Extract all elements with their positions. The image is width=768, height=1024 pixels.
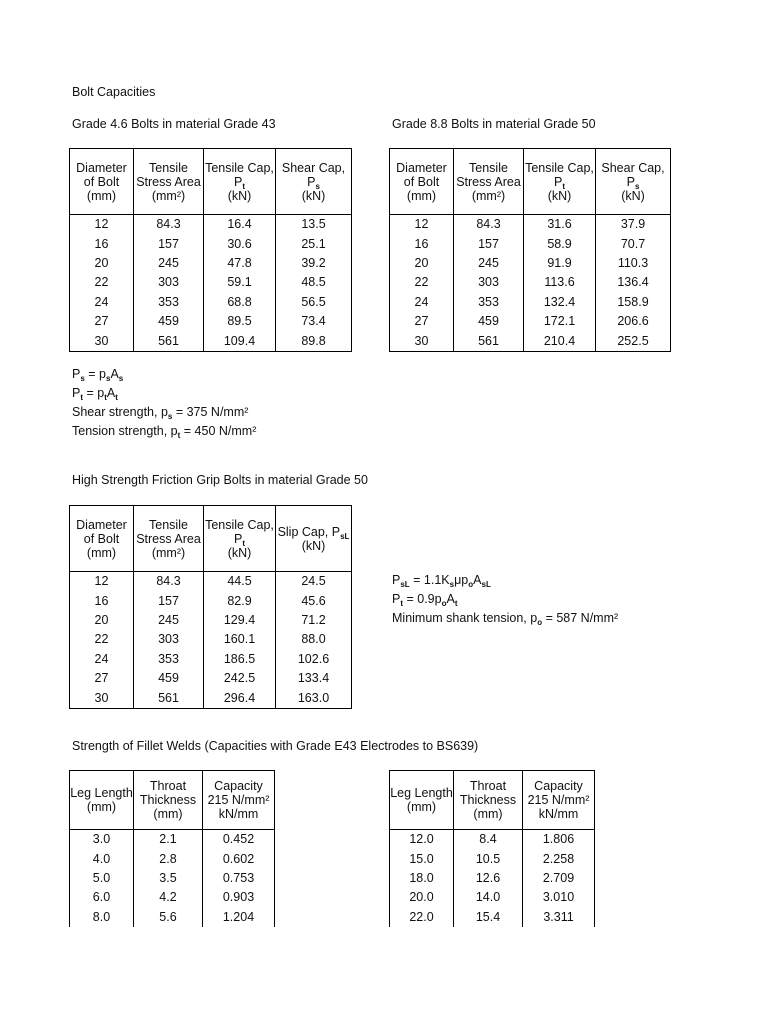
table-row (70, 888, 275, 907)
table-cell: 20 (70, 254, 134, 273)
shear-strength-note: Shear strength, $p_s = 375$ N/mm² (72, 405, 249, 421)
table-cell: 88.0 (276, 630, 352, 649)
table-cell: 59.1 (204, 273, 276, 292)
table-row (390, 273, 671, 292)
table-row (70, 234, 352, 253)
table-cell: 2.258 (523, 849, 595, 868)
table-cell: 353 (454, 293, 524, 312)
table-cell: 0.903 (203, 888, 275, 907)
table-cell: 10.5 (454, 849, 523, 868)
table-row (70, 572, 352, 592)
table-cell: 206.6 (596, 312, 671, 331)
hsfg-table (69, 505, 352, 709)
page-title: Bolt Capacities (72, 85, 156, 99)
table-cell: 245 (454, 254, 524, 273)
table-cell: 24 (70, 293, 134, 312)
table-cell: 20 (70, 611, 134, 630)
header-shear-cap: Shear Cap, $P_s$ (kN) (276, 149, 352, 215)
table-cell: 70.7 (596, 234, 671, 253)
table-row (70, 669, 352, 688)
table-cell: 5.6 (134, 908, 203, 927)
table-cell: 30 (70, 688, 134, 708)
table-row (390, 234, 671, 253)
table-cell: 39.2 (276, 254, 352, 273)
table-cell: 245 (134, 611, 204, 630)
table-cell: 13.5 (276, 215, 352, 235)
grade88-table (389, 148, 671, 352)
table-cell: 8.0 (70, 908, 134, 927)
table-cell: 109.4 (204, 331, 276, 351)
table-cell: 129.4 (204, 611, 276, 630)
welds-table-right (389, 770, 595, 927)
table-cell: 15.4 (454, 908, 523, 927)
header-capacity: Capacity 215 N/mm² kN/mm (203, 771, 275, 830)
table-cell: 15.0 (390, 849, 454, 868)
table-cell: 12 (70, 215, 134, 235)
header-leg-length: Leg Length (mm) (390, 771, 454, 830)
table-cell: 210.4 (524, 331, 596, 351)
table-cell: 24.5 (276, 572, 352, 592)
table-cell: 157 (454, 234, 524, 253)
header-capacity: Capacity 215 N/mm² kN/mm (523, 771, 595, 830)
table-cell: 16 (70, 234, 134, 253)
header-diameter: Diameter of Bolt (mm) (70, 506, 134, 572)
table-cell: 25.1 (276, 234, 352, 253)
table-cell: 48.5 (276, 273, 352, 292)
header-shear-cap: Shear Cap, $P_s$ (kN) (596, 149, 671, 215)
table-row (70, 273, 352, 292)
table-cell: 186.5 (204, 650, 276, 669)
header-tensile-cap: Tensile Cap, $P_t$ (kN) (204, 506, 276, 572)
welds-heading: Strength of Fillet Welds (Capacities with Grade E43 Electrodes to BS639) (72, 739, 479, 753)
table-cell: 252.5 (596, 331, 671, 351)
table-cell: 44.5 (204, 572, 276, 592)
header-stress-area: Tensile Stress Area (mm²) (134, 506, 204, 572)
table-cell: 37.9 (596, 215, 671, 235)
header-leg-length: Leg Length (mm) (70, 771, 134, 830)
table-cell: 296.4 (204, 688, 276, 708)
header-stress-area: Tensile Stress Area (mm²) (454, 149, 524, 215)
table-cell: 5.0 (70, 869, 134, 888)
table-cell: 27 (70, 669, 134, 688)
table-cell: 20 (390, 254, 454, 273)
table-row (390, 312, 671, 331)
table-cell: 84.3 (454, 215, 524, 235)
table-cell: 47.8 (204, 254, 276, 273)
table-cell: 303 (134, 630, 204, 649)
tension-strength-note: Tension strength, $p_t = 450$ N/mm² (72, 424, 257, 440)
hsfg-formulas (392, 571, 618, 628)
header-slip-cap: Slip Cap, $P_{sL}$ (kN) (276, 506, 352, 572)
table-cell: 16 (390, 234, 454, 253)
table-cell: 3.010 (523, 888, 595, 907)
table-cell: 14.0 (454, 888, 523, 907)
table-cell: 71.2 (276, 611, 352, 630)
table-row (390, 888, 595, 907)
header-throat: Throat Thickness (mm) (454, 771, 523, 830)
table-row (390, 908, 595, 927)
table-cell: 110.3 (596, 254, 671, 273)
table-cell: 73.4 (276, 312, 352, 331)
hsfg-heading: High Strength Friction Grip Bolts in material Grade 50 (72, 473, 368, 487)
table-cell: 2.1 (134, 830, 203, 850)
header-stress-area: Tensile Stress Area (mm²) (134, 149, 204, 215)
header-tensile-cap: Tensile Cap, $P_t$ (kN) (524, 149, 596, 215)
table-cell: 133.4 (276, 669, 352, 688)
table-cell: 27 (70, 312, 134, 331)
header-throat: Throat Thickness (mm) (134, 771, 203, 830)
table-cell: 561 (454, 331, 524, 351)
table-row (70, 908, 275, 927)
table-cell: 561 (134, 688, 204, 708)
table-cell: 30 (70, 331, 134, 351)
table-cell: 102.6 (276, 650, 352, 669)
table-row (70, 293, 352, 312)
table-cell: 157 (134, 591, 204, 610)
table-cell: 12 (70, 572, 134, 592)
table-row (70, 591, 352, 610)
table-row (70, 869, 275, 888)
table-cell: 245 (134, 254, 204, 273)
table-cell: 22 (70, 630, 134, 649)
table-cell: 242.5 (204, 669, 276, 688)
table-cell: 22 (390, 273, 454, 292)
header-diameter: Diameter of Bolt (mm) (70, 149, 134, 215)
table-cell: 353 (134, 293, 204, 312)
table-cell: 16 (70, 591, 134, 610)
hsfg-tensile-formula: $P_t = 0.9p_oA_t$ (392, 592, 458, 608)
table-cell: 160.1 (204, 630, 276, 649)
table-row (70, 830, 275, 850)
table-cell: 16.4 (204, 215, 276, 235)
table-cell: 18.0 (390, 869, 454, 888)
table-cell: 58.9 (524, 234, 596, 253)
table-row (390, 215, 671, 235)
table-cell: 12.0 (390, 830, 454, 850)
table-cell: 12 (390, 215, 454, 235)
table-cell: 22 (70, 273, 134, 292)
table-cell: 353 (134, 650, 204, 669)
table-cell: 113.6 (524, 273, 596, 292)
table-cell: 68.8 (204, 293, 276, 312)
shank-tension-note: Minimum shank tension, $p_o = 587$ N/mm² (392, 611, 619, 627)
table-cell: 2.709 (523, 869, 595, 888)
table-cell: 172.1 (524, 312, 596, 331)
header-tensile-cap: Tensile Cap, $P_t$ (kN) (204, 149, 276, 215)
table-cell: 157 (134, 234, 204, 253)
table-cell: 0.753 (203, 869, 275, 888)
table-cell: 8.4 (454, 830, 523, 850)
grade46-table (69, 148, 352, 352)
table-cell: 45.6 (276, 591, 352, 610)
table-cell: 24 (390, 293, 454, 312)
table-cell: 561 (134, 331, 204, 351)
table-row (390, 869, 595, 888)
bolt-formulas (72, 365, 256, 441)
table-cell: 132.4 (524, 293, 596, 312)
table-cell: 20.0 (390, 888, 454, 907)
table-cell: 3.311 (523, 908, 595, 927)
table-row (390, 830, 595, 850)
table-cell: 84.3 (134, 215, 204, 235)
table-row (390, 849, 595, 868)
table-cell: 6.0 (70, 888, 134, 907)
table-cell: 91.9 (524, 254, 596, 273)
table-cell: 27 (390, 312, 454, 331)
table-row (70, 630, 352, 649)
table-cell: 22.0 (390, 908, 454, 927)
table-row (70, 688, 352, 708)
table-row (70, 254, 352, 273)
table-cell: 31.6 (524, 215, 596, 235)
table-cell: 3.5 (134, 869, 203, 888)
tensile-cap-formula: $P_t = p_tA_t$ (72, 386, 118, 402)
table-cell: 303 (454, 273, 524, 292)
grade46-heading: Grade 4.6 Bolts in material Grade 43 (72, 117, 276, 131)
table-cell: 303 (134, 273, 204, 292)
table-cell: 136.4 (596, 273, 671, 292)
table-cell: 163.0 (276, 688, 352, 708)
header-diameter: Diameter of Bolt (mm) (390, 149, 454, 215)
table-row (70, 215, 352, 235)
table-row (70, 331, 352, 351)
table-cell: 1.806 (523, 830, 595, 850)
table-cell: 56.5 (276, 293, 352, 312)
table-row (70, 650, 352, 669)
table-cell: 30 (390, 331, 454, 351)
table-row (390, 331, 671, 351)
table-cell: 89.5 (204, 312, 276, 331)
table-row (70, 312, 352, 331)
table-cell: 459 (134, 312, 204, 331)
welds-table-left (69, 770, 275, 927)
table-cell: 158.9 (596, 293, 671, 312)
table-cell: 24 (70, 650, 134, 669)
table-cell: 12.6 (454, 869, 523, 888)
table-cell: 2.8 (134, 849, 203, 868)
table-cell: 82.9 (204, 591, 276, 610)
table-cell: 0.602 (203, 849, 275, 868)
table-cell: 4.2 (134, 888, 203, 907)
shear-cap-formula: $P_s = p_sA_s$ (72, 367, 124, 383)
table-cell: 89.8 (276, 331, 352, 351)
table-cell: 84.3 (134, 572, 204, 592)
slip-cap-formula: $P_{sL} = 1.1K_s\mu p_oA_{sL}$ (392, 573, 491, 589)
grade88-heading: Grade 8.8 Bolts in material Grade 50 (392, 117, 596, 131)
table-row (390, 293, 671, 312)
table-cell: 459 (454, 312, 524, 331)
table-row (390, 254, 671, 273)
table-cell: 30.6 (204, 234, 276, 253)
table-cell: 1.204 (203, 908, 275, 927)
table-row (70, 611, 352, 630)
table-cell: 459 (134, 669, 204, 688)
table-cell: 3.0 (70, 830, 134, 850)
table-cell: 4.0 (70, 849, 134, 868)
table-cell: 0.452 (203, 830, 275, 850)
table-row (70, 849, 275, 868)
